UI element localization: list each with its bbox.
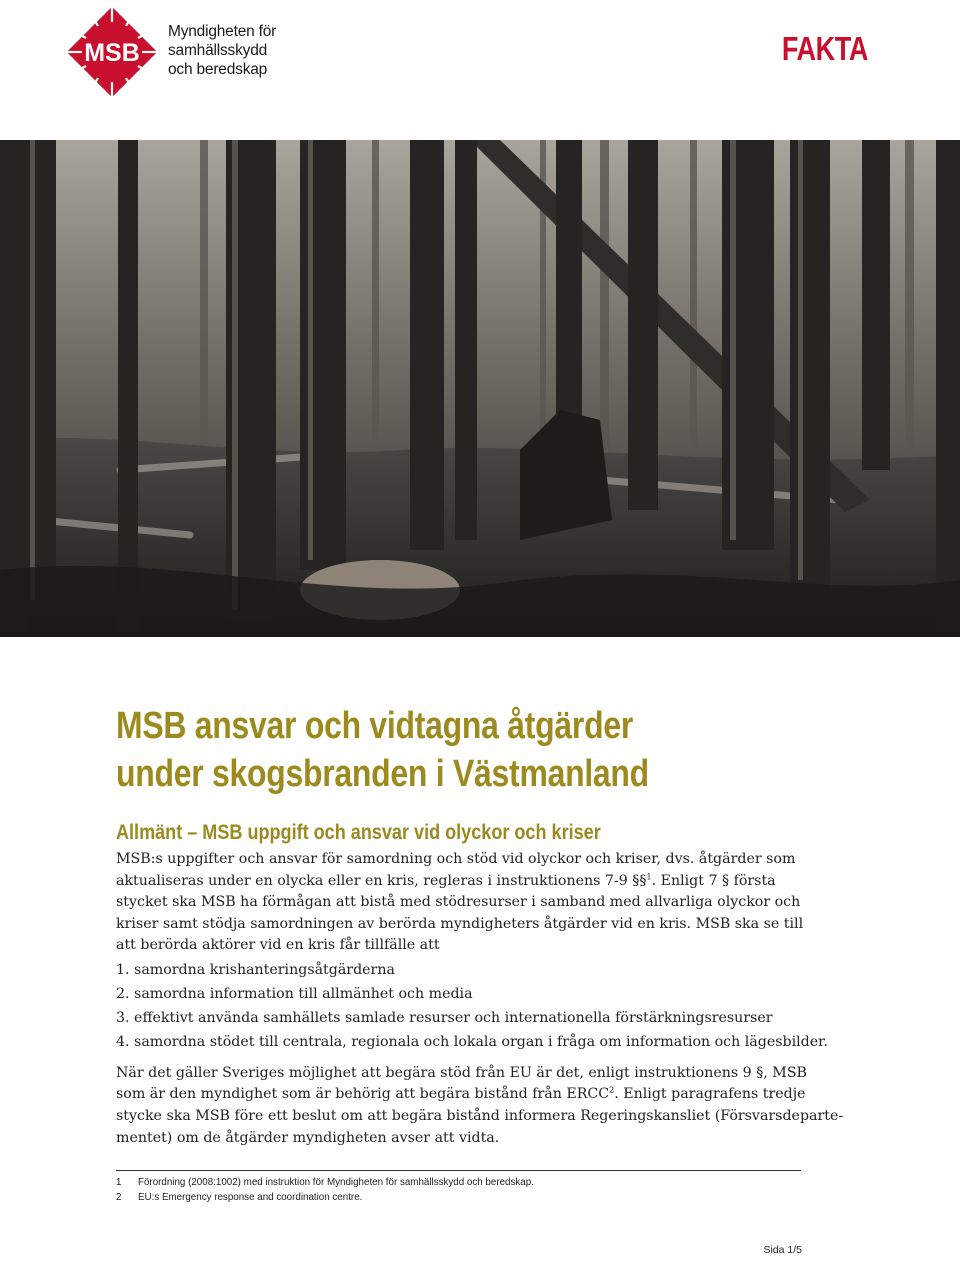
msb-logo bbox=[66, 6, 296, 98]
para1-line-2-rest: . Enligt 7 § första bbox=[651, 872, 776, 889]
burned-forest-photo bbox=[0, 140, 960, 637]
paragraph-1 bbox=[116, 849, 806, 957]
footnote-ref-2[interactable]: 2 bbox=[609, 1085, 615, 1095]
list-item: 3. effektivt använda samhällets samlade resurser och internationella förstärkningsresurser bbox=[116, 1009, 773, 1026]
footnotes bbox=[116, 1175, 534, 1205]
title-line-1: MSB ansvar och vidtagna åtgärder bbox=[116, 705, 634, 747]
document-title bbox=[116, 702, 649, 798]
para1-line-4: kriser samt stödja samordningen av berörda myndigheters åtgärder vid en kris. MSB ska se till bbox=[116, 915, 804, 932]
para1-line-3: stycket ska MSB ha förmågan att bistå med stödresurser i samband med allvarliga olyckor och bbox=[116, 894, 801, 911]
para2-line-2 bbox=[116, 1086, 806, 1102]
msb-logo-icon bbox=[66, 6, 158, 98]
paragraph-2 bbox=[116, 1063, 844, 1149]
footnote-1 bbox=[116, 1175, 534, 1190]
list-item: 1. samordna krishanteringsåtgärderna bbox=[116, 961, 395, 978]
para2-line-3: stycke ska MSB före ett beslut om att begära bistånd informera Regeringskansliet (Försvarsdeparte- bbox=[116, 1107, 844, 1124]
footnote-1-text: Förordning (2008:1002) med instruktion för Myndigheten för samhällsskydd och beredskap. bbox=[138, 1177, 534, 1188]
para2-line-1: När det gäller Sveriges möjlighet att begära stöd från EU är det, enligt instruktionens 9 §, MSB bbox=[116, 1064, 807, 1081]
footnote-divider bbox=[116, 1170, 801, 1171]
logo-wordmark: MSB bbox=[84, 39, 140, 67]
footnote-2-number: 2 bbox=[116, 1192, 122, 1203]
section-heading: Allmänt – MSB uppgift och ansvar vid olyckor och kriser bbox=[116, 821, 601, 844]
page-number: Sida 1/5 bbox=[763, 1244, 802, 1256]
para1-line-5: att berörda aktörer vid en kris får tillfälle att bbox=[116, 937, 440, 954]
org-line-3: och beredskap bbox=[168, 61, 268, 78]
org-line-1: Myndigheten för bbox=[168, 23, 277, 40]
document-type-label: FAKTA bbox=[781, 30, 868, 67]
responsibility-list bbox=[116, 960, 828, 1054]
footnote-2 bbox=[116, 1190, 534, 1205]
org-line-2: samhällsskydd bbox=[168, 42, 268, 59]
section-body bbox=[116, 849, 844, 1149]
para1-line-2 bbox=[116, 873, 776, 889]
forest-illustration bbox=[0, 140, 960, 637]
organization-name bbox=[168, 22, 276, 79]
para2-line-4: mentet) om de åtgärder myndigheten avser att vidta. bbox=[116, 1129, 500, 1146]
footnote-2-text: EU:s Emergency response and coordination centre. bbox=[138, 1192, 363, 1203]
para1-line-1: MSB:s uppgifter och ansvar för samordning och stöd vid olyckor och kriser, dvs. åtgärder som bbox=[116, 851, 796, 867]
list-item: 4. samordna stödet till centrala, regionala och lokala organ i fråga om information och lägesbilder. bbox=[116, 1034, 828, 1051]
footnote-1-number: 1 bbox=[116, 1177, 122, 1188]
list-item: 2. samordna information till allmänhet och media bbox=[116, 985, 473, 1002]
para2-line-2-rest: . Enligt paragrafens tredje bbox=[614, 1086, 806, 1103]
title-line-2: under skogsbranden i Västmanland bbox=[116, 753, 649, 795]
para1-line-2-text: aktualiseras under en olycka eller en kris, regleras i instruktionens 7-9 §§ bbox=[116, 872, 647, 889]
footnote-ref-1[interactable]: 1 bbox=[646, 871, 652, 881]
para2-line-2-text: som är den myndighet som är behörig att begära bistånd från ERCC bbox=[116, 1086, 610, 1103]
